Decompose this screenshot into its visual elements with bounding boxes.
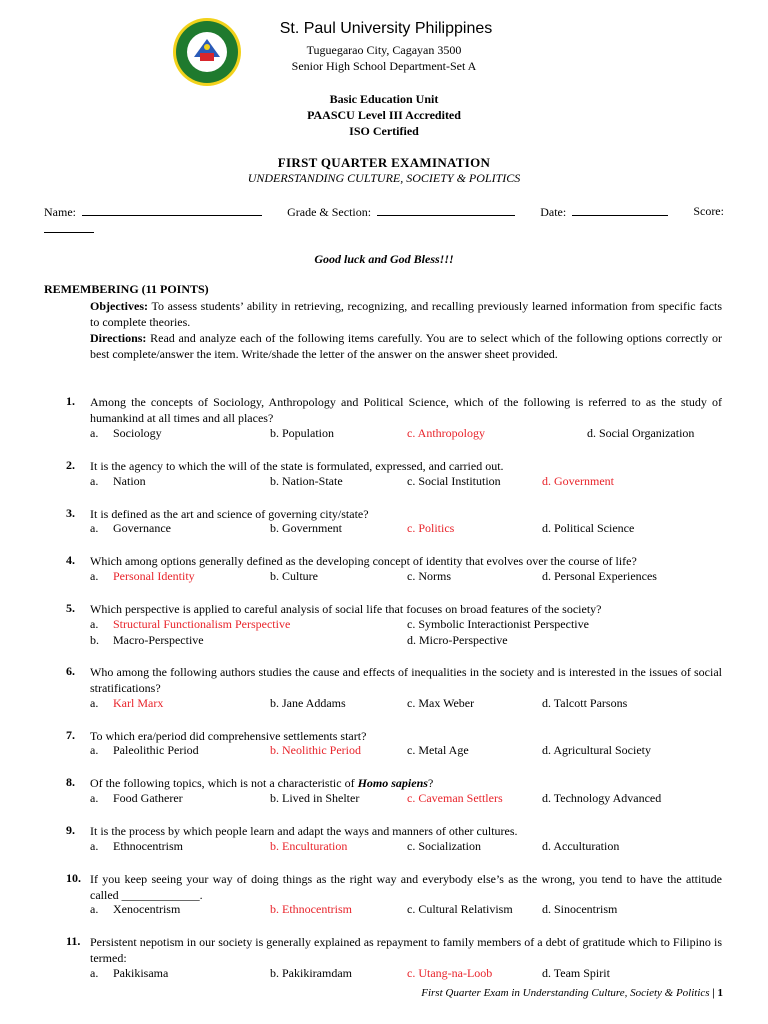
- answer-option[interactable]: d. Talcott Parsons: [542, 696, 628, 710]
- question-text: Persistent nepotism in our society is generally explained as repayment to family members of a debt of gratitude which to Filipino is termed:: [90, 935, 722, 965]
- answer-option[interactable]: a.: [90, 902, 99, 916]
- question-number: 11.: [66, 934, 81, 948]
- answer-option[interactable]: d. Micro-Perspective: [407, 633, 508, 647]
- answer-option[interactable]: a.: [90, 966, 99, 980]
- answer-option[interactable]: b. Jane Addams: [270, 696, 346, 710]
- answer-option[interactable]: a.: [90, 839, 99, 853]
- question-number: 3.: [66, 506, 75, 520]
- grade-section-field[interactable]: Grade & Section:: [287, 204, 515, 220]
- answer-option[interactable]: d. Team Spirit: [542, 966, 610, 980]
- question-number: 8.: [66, 775, 75, 789]
- answer-option[interactable]: b. Nation-State: [270, 474, 343, 488]
- answer-option[interactable]: d. Acculturation: [542, 839, 620, 853]
- answer-option[interactable]: a.: [90, 743, 99, 757]
- question-text: It is the process by which people learn and adapt the ways and manners of other cultures.: [90, 824, 518, 838]
- question-text: Who among the following authors studies the cause and effects of inequalities in the society and is interested in the issues of social stratifications?: [90, 665, 722, 695]
- answer-option[interactable]: Paleolithic Period: [113, 743, 199, 757]
- answer-option[interactable]: c. Anthropology: [407, 426, 485, 440]
- answer-option[interactable]: a.: [90, 569, 99, 583]
- answer-option[interactable]: Ethnocentrism: [113, 839, 183, 853]
- answer-option[interactable]: Personal Identity: [113, 569, 195, 583]
- greeting: Good luck and God Bless!!!: [314, 252, 454, 266]
- question-text: It is the agency to which the will of the state is formulated, expressed, and carried out.: [90, 459, 504, 473]
- department: Senior High School Department-Set A: [291, 59, 477, 73]
- directions: Directions: Read and analyze each of the following items carefully. You are to select which of the following options correctly or best complete/answer the item. Write/shade the letter of the answer on the answer sheet provided.: [90, 331, 722, 361]
- question-text: It is defined as the art and science of governing city/state?: [90, 507, 369, 521]
- accreditation: PAASCU Level III Accredited: [307, 108, 461, 122]
- answer-option[interactable]: c. Cultural Relativism: [407, 902, 513, 916]
- answer-option[interactable]: a.: [90, 617, 99, 631]
- answer-option[interactable]: b. Ethnocentrism: [270, 902, 352, 916]
- answer-option[interactable]: b. Enculturation: [270, 839, 348, 853]
- question-number: 7.: [66, 728, 75, 742]
- question-number: 5.: [66, 601, 75, 615]
- answer-option[interactable]: c. Caveman Settlers: [407, 791, 503, 805]
- date-field[interactable]: Date:: [540, 204, 668, 220]
- student-info-line: [44, 204, 724, 220]
- answer-option[interactable]: b. Government: [270, 521, 342, 535]
- unit-name: Basic Education Unit: [329, 92, 439, 106]
- answer-option[interactable]: d. Agricultural Society: [542, 743, 651, 757]
- answer-option[interactable]: c. Metal Age: [407, 743, 469, 757]
- answer-option[interactable]: Structural Functionalism Perspective: [113, 617, 291, 631]
- section-title: REMEMBERING (11 POINTS): [44, 282, 209, 296]
- answer-option[interactable]: d. Sinocentrism: [542, 902, 618, 916]
- answer-option[interactable]: d. Social Organization: [587, 426, 695, 440]
- answer-option[interactable]: c. Norms: [407, 569, 451, 583]
- question-text: Which among options generally defined as the developing concept of identity that evolves over the course of life?: [90, 554, 637, 568]
- answer-option[interactable]: b. Lived in Shelter: [270, 791, 360, 805]
- answer-option[interactable]: b. Neolithic Period: [270, 743, 361, 757]
- certification: ISO Certified: [349, 124, 419, 138]
- answer-option[interactable]: a.: [90, 521, 99, 535]
- answer-option[interactable]: a.: [90, 791, 99, 805]
- answer-option[interactable]: c. Social Institution: [407, 474, 501, 488]
- subject-title: UNDERSTANDING CULTURE, SOCIETY & POLITICS: [247, 171, 521, 185]
- answer-option[interactable]: Karl Marx: [113, 696, 164, 710]
- objectives: Objectives: To assess students’ ability in retrieving, recognizing, and recalling previously learned information from specific facts to complete theories.: [90, 299, 722, 329]
- answer-option[interactable]: Governance: [113, 521, 171, 535]
- question-text: If you keep seeing your way of doing things as the right way and everybody else’s as the wrong, you tend to have the attitude called _____________.: [90, 872, 722, 902]
- answer-option[interactable]: b. Population: [270, 426, 335, 440]
- answer-option[interactable]: d. Personal Experiences: [542, 569, 657, 583]
- answer-option[interactable]: a.: [90, 426, 99, 440]
- answer-option[interactable]: Macro-Perspective: [113, 633, 204, 647]
- answer-option[interactable]: Food Gatherer: [113, 791, 183, 805]
- question-number: 1.: [66, 394, 75, 408]
- answer-option[interactable]: b. Pakikiramdam: [270, 966, 352, 980]
- question-text: To which era/period did comprehensive settlements start?: [90, 729, 367, 743]
- answer-option[interactable]: d. Political Science: [542, 521, 635, 535]
- answer-option[interactable]: c. Max Weber: [407, 696, 475, 710]
- answer-option[interactable]: d. Government: [542, 474, 614, 488]
- question-number: 2.: [66, 458, 75, 472]
- answer-option[interactable]: Nation: [113, 474, 146, 488]
- exam-title: FIRST QUARTER EXAMINATION: [277, 155, 491, 170]
- question-number: 4.: [66, 553, 75, 567]
- school-header: [0, 20, 768, 38]
- score-field[interactable]: [44, 222, 94, 233]
- answer-option[interactable]: Xenocentrism: [113, 902, 181, 916]
- answer-option[interactable]: d. Technology Advanced: [542, 791, 662, 805]
- question-number: 10.: [66, 871, 81, 885]
- score-label: Score:: [693, 204, 724, 218]
- answer-option[interactable]: Sociology: [113, 426, 162, 440]
- answer-option[interactable]: c. Politics: [407, 521, 455, 535]
- answer-option[interactable]: a.: [90, 696, 99, 710]
- answer-option[interactable]: c. Symbolic Interactionist Perspective: [407, 617, 589, 631]
- question-number: 9.: [66, 823, 75, 837]
- answer-option[interactable]: c. Socialization: [407, 839, 481, 853]
- question-text: Which perspective is applied to careful analysis of social life that focuses on broad features of the society?: [90, 602, 602, 616]
- name-field[interactable]: Name:: [44, 204, 262, 220]
- answer-option[interactable]: a.: [90, 474, 99, 488]
- school-address: Tuguegarao City, Cagayan 3500: [306, 43, 462, 57]
- question-text: Among the concepts of Sociology, Anthropology and Political Science, which of the following is referred to as the study of humankind at all times and all places?: [90, 395, 722, 425]
- question-number: 6.: [66, 664, 75, 678]
- page-footer: First Quarter Exam in Understanding Culture, Society & Politics | 1: [421, 987, 723, 999]
- school-name: St. Paul University Philippines: [279, 20, 493, 37]
- answer-option[interactable]: c. Utang-na-Loob: [407, 966, 493, 980]
- question-text: Of the following topics, which is not a characteristic of Homo sapiens?: [90, 776, 434, 790]
- answer-option[interactable]: Pakikisama: [113, 966, 169, 980]
- answer-option[interactable]: b. Culture: [270, 569, 318, 583]
- answer-option[interactable]: b.: [90, 633, 99, 647]
